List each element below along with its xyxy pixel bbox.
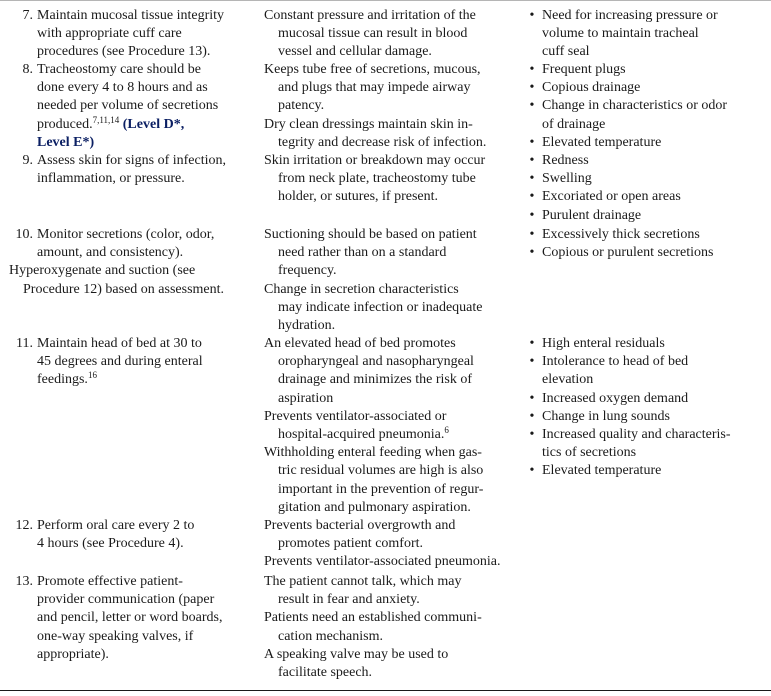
report-item: [527, 61, 767, 79]
rationale-line: Dry clean dressings maintain skin in-: [264, 116, 473, 132]
bullet-icon: •: [529, 62, 535, 77]
report-8: [527, 61, 767, 152]
report-line: Copious or purulent secretions: [542, 245, 714, 261]
rationale-line: A speaking valve may be used to: [264, 646, 449, 662]
report-line: Redness: [542, 153, 589, 168]
rationale-line: Prevents bacterial overgrowth and: [264, 518, 456, 533]
step-text-line: and pencil, letter or word boards,: [37, 610, 223, 626]
report-line: Increased oxygen demand: [542, 390, 689, 406]
report-line: tics of secretions: [542, 445, 637, 461]
report-item: [527, 188, 767, 206]
step-text: feedings.: [37, 372, 88, 388]
report-item: [527, 207, 767, 225]
citation-superscript: 6: [444, 424, 449, 435]
step-13: [9, 573, 253, 664]
bullet-icon: •: [529, 134, 535, 150]
rationale-13: [264, 573, 514, 682]
rationale-line: The patient cannot talk, which may: [264, 574, 462, 589]
report-item: [527, 134, 767, 152]
report-line: Elevated temperature: [542, 463, 662, 479]
bullet-icon: •: [529, 245, 535, 261]
report-line: Swelling: [542, 171, 592, 187]
step-11: [9, 335, 253, 390]
rationale-line: drainage and minimizes the risk of: [278, 372, 472, 388]
bullet-icon: •: [529, 336, 535, 351]
report-line: elevation: [542, 372, 594, 388]
report-line: Excoriated or open areas: [542, 189, 681, 205]
evidence-level: (Level D*,: [122, 116, 185, 132]
report-line: Copious drainage: [542, 80, 641, 96]
report-item: [527, 244, 767, 262]
step-number: 7.: [22, 8, 33, 23]
report-11: [527, 335, 767, 481]
rationale-line: Constant pressure and irritation of the: [264, 8, 476, 23]
rationale-line: Skin irritation or breakdown may occur: [264, 153, 486, 168]
rationale-line: Suctioning should be based on patient: [264, 227, 477, 242]
report-line: Frequent plugs: [542, 62, 626, 77]
rationale-line: hydration.: [278, 317, 336, 333]
report-item: [527, 462, 767, 480]
rationale-9: [264, 152, 514, 207]
rationale-line: vessel and cellular damage.: [278, 44, 432, 60]
report-9: [527, 152, 767, 225]
step-text-line: provider communication (paper: [37, 592, 215, 608]
step-9: [9, 152, 253, 188]
bullet-icon: •: [529, 227, 535, 242]
bullet-icon: •: [529, 354, 535, 370]
rationale-line: mucosal tissue can result in blood: [278, 26, 468, 42]
bullet-icon: •: [529, 80, 535, 96]
report-item: [527, 353, 767, 389]
step-text-line: Tracheostomy care should be: [37, 62, 201, 77]
citation-superscript: 16: [87, 370, 97, 381]
report-line: Change in characteristics or odor: [542, 98, 728, 114]
rationale-line: and plugs that may impede airway: [278, 80, 471, 96]
report-item: [527, 97, 767, 133]
rationale-line: oropharyngeal and nasopharyngeal: [278, 354, 474, 370]
rationale-line: An elevated head of bed promotes: [264, 336, 456, 351]
report-item: [527, 152, 767, 170]
report-line: Change in lung sounds: [542, 408, 670, 424]
rationale-line: facilitate speech.: [278, 664, 373, 680]
top-divider: [0, 0, 771, 1]
report-line: Purulent drainage: [542, 207, 642, 223]
step-text-line: appropriate).: [37, 646, 109, 662]
step-text-line: Perform oral care every 2 to: [37, 518, 195, 533]
bullet-icon: •: [529, 390, 535, 406]
report-10: [527, 226, 767, 262]
report-item: [527, 426, 767, 462]
bottom-rule: [0, 690, 771, 691]
report-item: [527, 7, 767, 62]
bullet-icon: •: [529, 189, 535, 205]
step-text-line: one-way speaking valves, if: [37, 628, 194, 644]
step-text-line: [9, 116, 253, 134]
rationale-line: Prevents ventilator-associated or: [264, 408, 447, 424]
rationale-10: [264, 226, 514, 335]
report-item: [527, 335, 767, 353]
bullet-icon: •: [529, 207, 535, 223]
step-8: [9, 61, 253, 152]
step-text-line: Procedure 12) based on assessment.: [23, 281, 225, 297]
report-item: [527, 226, 767, 244]
step-12: [9, 517, 253, 553]
report-item: [527, 170, 767, 188]
report-line: Excessively thick secretions: [542, 227, 700, 242]
bullet-icon: •: [529, 463, 535, 479]
rationale-line: tric residual volumes are high is also: [278, 463, 484, 479]
report-item: [527, 390, 767, 408]
rationale-8: [264, 61, 514, 152]
rationale-line: important in the prevention of regur-: [278, 481, 484, 497]
step-text-line: done every 4 to 8 hours and as: [37, 80, 208, 96]
step-text-line: inflammation, or pressure.: [37, 171, 185, 187]
bullet-icon: •: [529, 153, 535, 168]
step-text-line: Monitor secretions (color, odor,: [37, 227, 215, 242]
step-10: [9, 226, 253, 299]
rationale-line: gitation and pulmonary aspiration.: [278, 499, 471, 515]
report-line: Intolerance to head of bed: [542, 354, 689, 370]
rationale-11: [264, 335, 514, 517]
step-text-line: Hyperoxygenate and suction (see: [9, 263, 196, 279]
step-number: 9.: [22, 153, 33, 168]
report-line: Increased quality and characteris-: [542, 426, 731, 442]
rationale-line: [264, 426, 514, 444]
step-7: [9, 7, 253, 62]
step-text-line: Maintain mucosal tissue integrity: [37, 8, 225, 23]
step-text-line: Maintain head of bed at 30 to: [37, 336, 202, 351]
report-line: of drainage: [542, 116, 606, 132]
rationale-12: [264, 517, 514, 572]
step-text-line: 45 degrees and during enteral: [37, 354, 203, 370]
rationale-7: [264, 7, 514, 62]
step-number: 12.: [15, 518, 33, 533]
rationale-line: promotes patient comfort.: [278, 536, 424, 552]
step-text-line: [9, 371, 253, 389]
bullet-icon: •: [529, 98, 535, 114]
rationale-line: result in fear and anxiety.: [278, 592, 420, 608]
rationale-line: Patients need an established communi-: [264, 610, 482, 626]
step-text-line: 4 hours (see Procedure 4).: [37, 536, 184, 552]
step-text-line: Assess skin for signs of infection,: [37, 153, 226, 168]
rationale-line: tegrity and decrease risk of infection.: [278, 134, 487, 150]
rationale-line: Keeps tube free of secretions, mucous,: [264, 62, 481, 77]
step-number: 8.: [22, 62, 33, 77]
rationale-text: hospital-acquired pneumonia.: [278, 426, 445, 442]
rationale-line: patency.: [278, 98, 325, 114]
rationale-line: may indicate infection or inadequate: [278, 299, 483, 315]
report-line: High enteral residuals: [542, 336, 665, 351]
step-number: 13.: [15, 574, 33, 589]
rationale-line: cation mechanism.: [278, 628, 383, 644]
step-text-line: needed per volume of secretions: [37, 98, 219, 114]
bullet-icon: •: [529, 426, 535, 442]
bullet-icon: •: [529, 408, 535, 424]
rationale-line: aspiration: [278, 390, 334, 406]
rationale-line: Change in secretion characteristics: [264, 281, 459, 297]
step-text-line: amount, and consistency).: [37, 245, 184, 261]
rationale-line: need rather than on a standard: [278, 245, 447, 261]
report-line: cuff seal: [542, 44, 590, 60]
step-text-line: Promote effective patient-: [37, 574, 183, 589]
citation-superscript: 7,11,14: [92, 114, 120, 125]
report-line: volume to maintain tracheal: [542, 26, 699, 42]
rationale-line: holder, or sutures, if present.: [278, 189, 439, 205]
report-item: [527, 408, 767, 426]
step-text-line: procedures (see Procedure 13).: [37, 44, 211, 60]
step-text: produced.: [37, 116, 93, 132]
report-item: [527, 79, 767, 97]
report-7: [527, 7, 767, 62]
bullet-icon: •: [529, 8, 535, 23]
bullet-icon: •: [529, 171, 535, 187]
step-text-line: with appropriate cuff care: [37, 26, 182, 42]
step-number: 10.: [15, 227, 33, 242]
evidence-level: Level E*): [37, 134, 95, 150]
rationale-line: frequency.: [278, 263, 337, 279]
rationale-line: from neck plate, tracheostomy tube: [278, 171, 476, 187]
rationale-line: Withholding enteral feeding when gas-: [264, 445, 482, 461]
rationale-line: Prevents ventilator-associated pneumonia.: [264, 554, 501, 570]
report-line: Elevated temperature: [542, 134, 662, 150]
step-number: 11.: [16, 336, 33, 351]
report-line: Need for increasing pressure or: [542, 8, 718, 23]
